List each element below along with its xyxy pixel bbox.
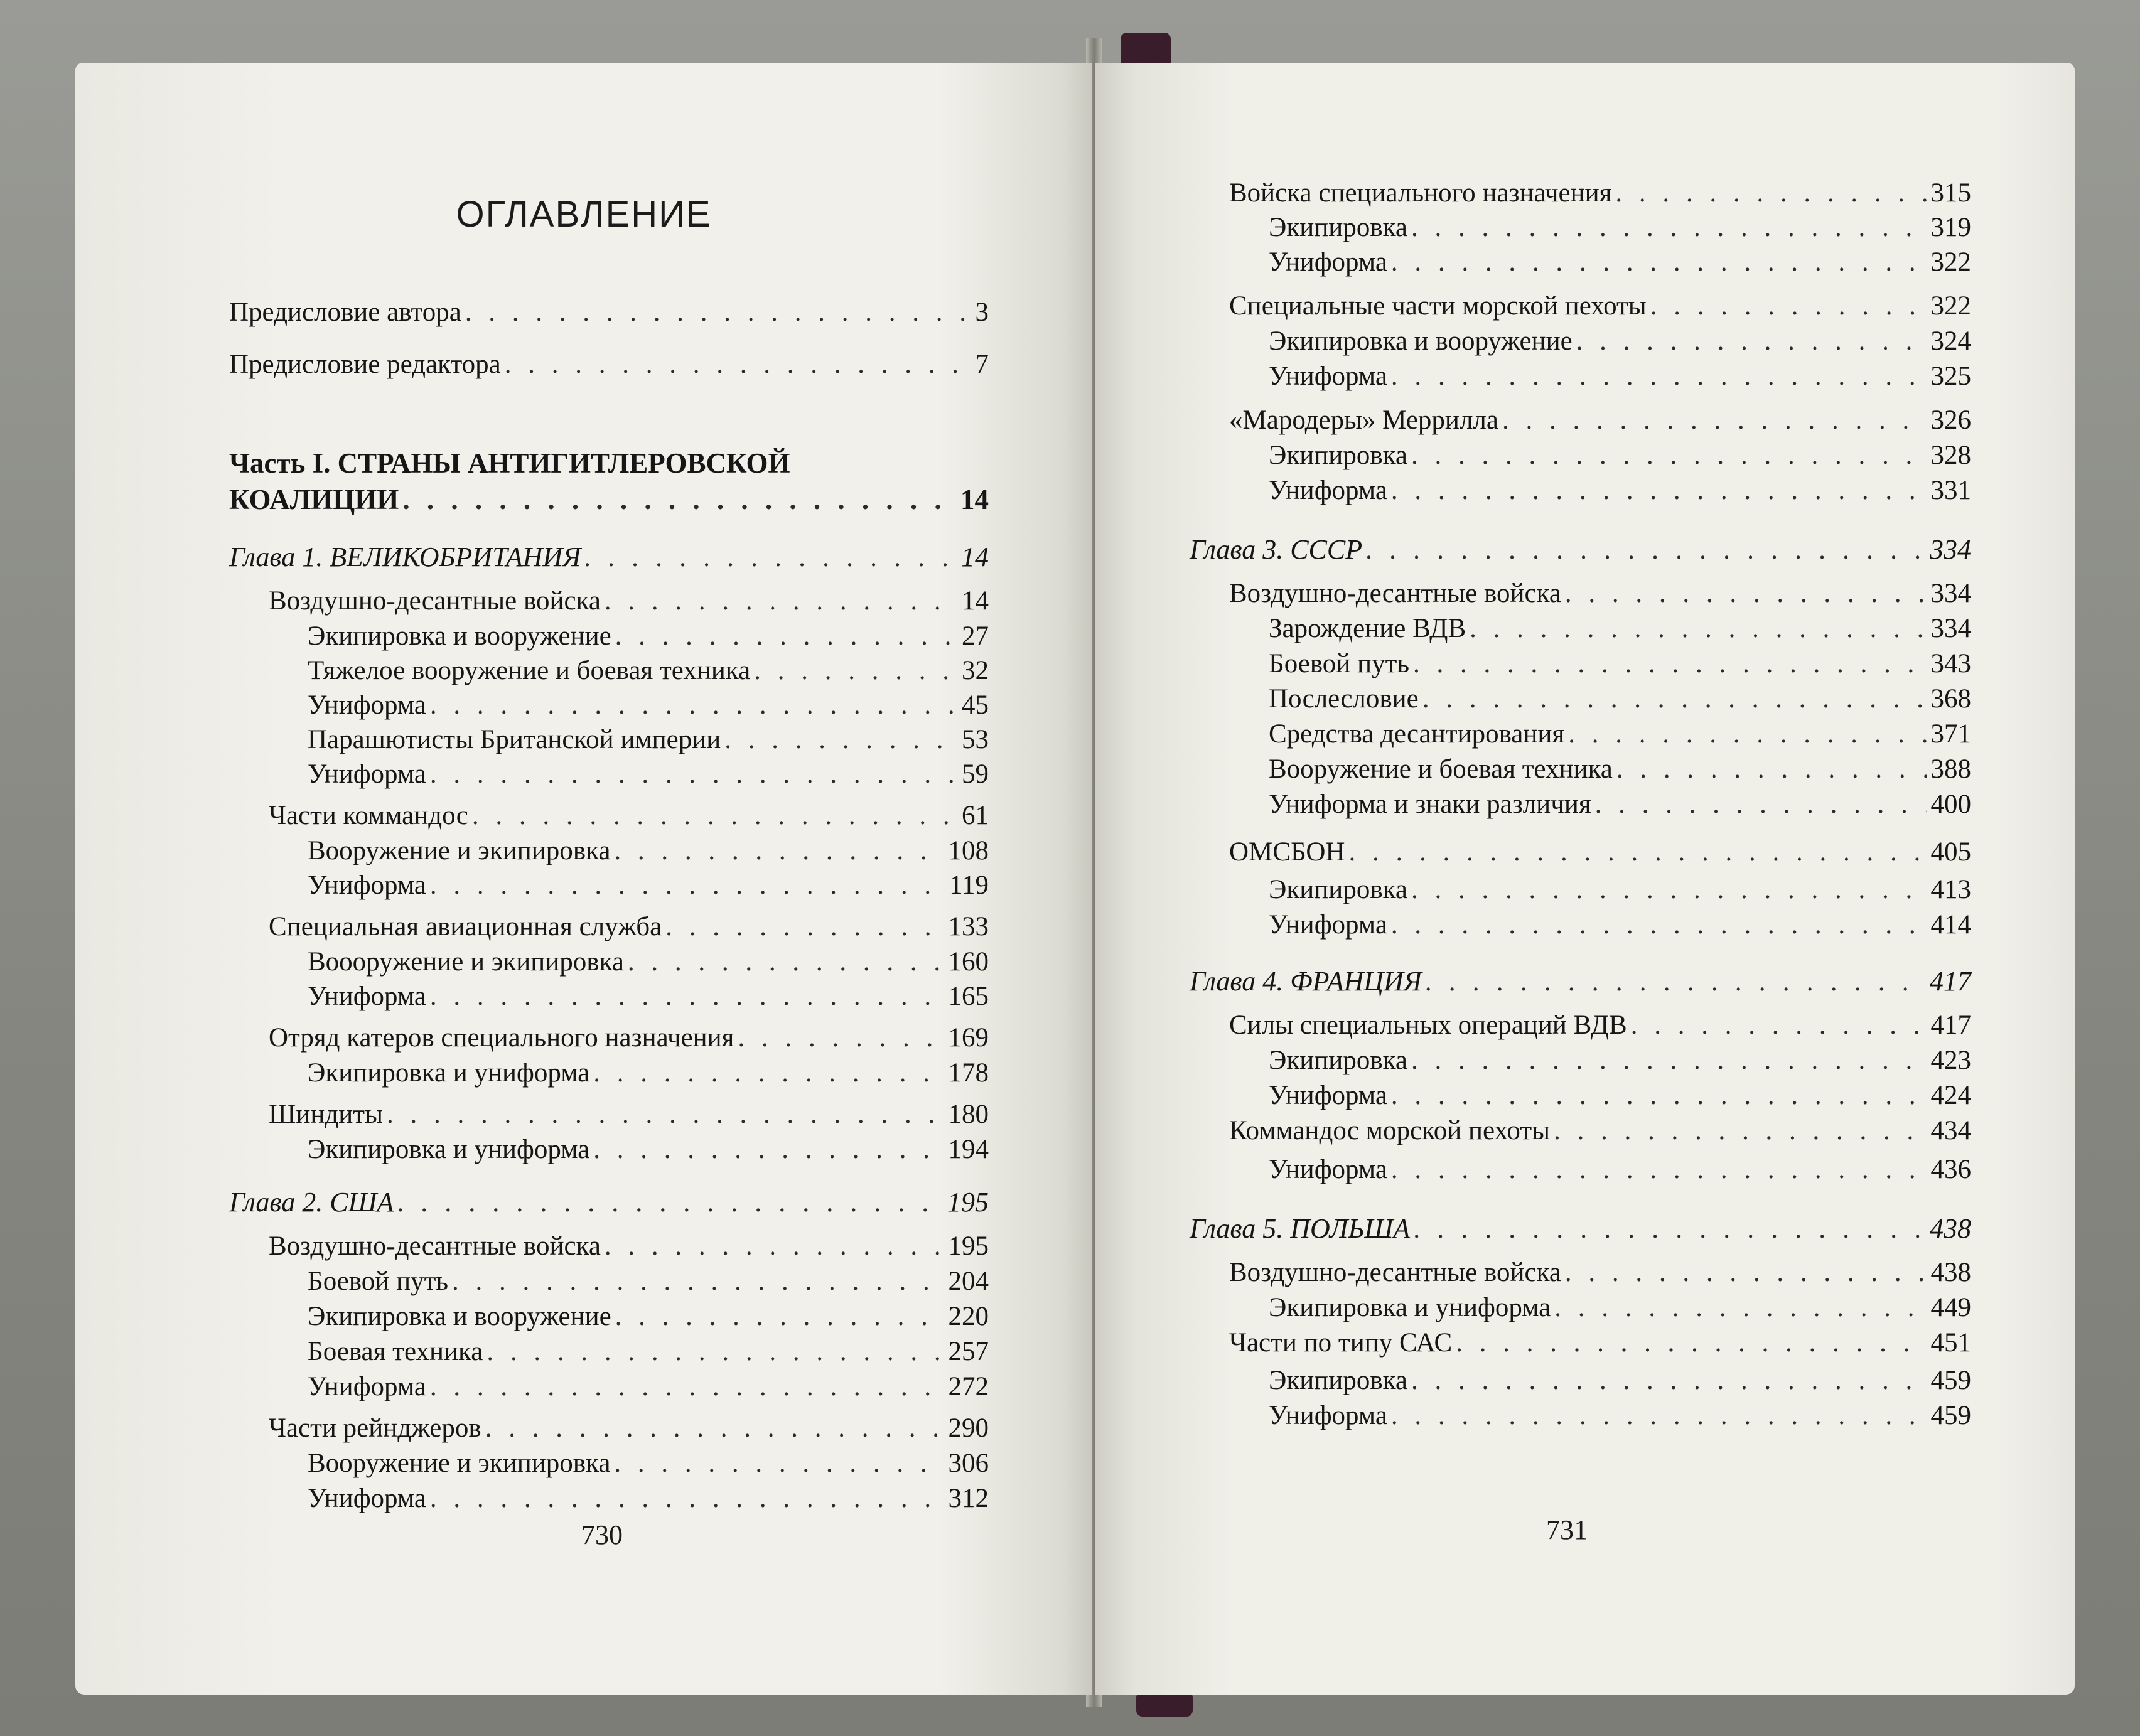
dot-leader xyxy=(1391,1152,1927,1187)
toc-entry-title: Униформа xyxy=(1269,247,1387,277)
right-toc-entry xyxy=(1269,646,1971,682)
left-toc-entry xyxy=(308,1481,989,1516)
toc-entry-title: Экипировка и униформа xyxy=(1269,1293,1551,1322)
toc-entry-title: Боевой путь xyxy=(1269,649,1409,678)
toc-entry-title: Средства десантирования xyxy=(1269,719,1565,749)
left-toc-entry xyxy=(308,833,989,869)
left-toc-entry xyxy=(269,1021,989,1056)
dot-leader xyxy=(1576,324,1927,359)
right-toc-entry xyxy=(1269,1363,1971,1398)
toc-entry-title: Зарождение ВДВ xyxy=(1269,614,1466,643)
toc-entry-page-number: 180 xyxy=(948,1100,989,1129)
toc-entry-title: Боевой путь xyxy=(308,1267,448,1296)
right-toc-entry xyxy=(1229,835,1971,870)
toc-entry-page-number: 204 xyxy=(948,1267,989,1296)
dot-leader xyxy=(614,1446,944,1481)
dot-leader xyxy=(387,1097,945,1132)
toc-entry-title: Униформа xyxy=(1269,1155,1387,1184)
toc-entry-title: Шиндиты xyxy=(269,1100,383,1129)
right-toc-entry xyxy=(1269,1043,1971,1078)
dot-leader xyxy=(1615,176,1927,211)
dot-leader xyxy=(1422,682,1927,717)
toc-entry-title: Униформа xyxy=(1269,1081,1387,1110)
toc-entry-page-number: 334 xyxy=(1930,534,1971,565)
toc-entry-page-number: 434 xyxy=(1930,1116,1971,1145)
toc-entry-title: Отряд катеров специального назначения xyxy=(269,1023,734,1053)
toc-entry-title: Униформа xyxy=(308,871,426,900)
toc-entry-page-number: 325 xyxy=(1930,362,1971,391)
dot-leader xyxy=(430,1481,945,1516)
right-toc-entry xyxy=(1269,752,1971,787)
dot-leader xyxy=(1565,576,1927,611)
toc-entry-title: Предисловие редактора xyxy=(229,350,501,379)
toc-entry-title: Экипировка и униформа xyxy=(308,1135,590,1164)
toc-entry-page-number: 417 xyxy=(1930,1010,1971,1040)
toc-entry-title: Униформа xyxy=(1269,1401,1387,1430)
toc-entry-title: КОАЛИЦИИ xyxy=(229,484,399,515)
dot-leader xyxy=(430,1369,945,1405)
toc-entry-page-number: 326 xyxy=(1930,405,1971,435)
dot-leader xyxy=(397,1185,944,1220)
toc-entry-page-number: 322 xyxy=(1930,247,1971,277)
right-toc-entry xyxy=(1269,359,1971,394)
toc-entry-title: Экипировка и вооружение xyxy=(308,1302,611,1331)
toc-entry-title: Коммандос морской пехоты xyxy=(1229,1116,1551,1145)
right-toc-entry xyxy=(1269,324,1971,359)
left-toc-entry xyxy=(229,540,989,575)
left-toc-entry xyxy=(308,1056,989,1091)
dot-leader xyxy=(615,1299,945,1334)
dot-leader xyxy=(605,1229,945,1264)
dot-leader xyxy=(1502,403,1927,438)
toc-entry-page-number: 195 xyxy=(947,1187,989,1218)
toc-entry-page-number: 45 xyxy=(962,690,989,720)
left-toc-entry xyxy=(229,482,989,517)
dot-leader xyxy=(1411,438,1927,473)
dot-leader xyxy=(430,757,958,792)
toc-entry-title: Униформа xyxy=(308,759,426,789)
dot-leader xyxy=(738,1021,944,1056)
toc-entry-page-number: 334 xyxy=(1930,579,1971,608)
toc-entry-title: Униформа и знаки различия xyxy=(1269,790,1591,819)
dot-leader xyxy=(1391,245,1927,280)
toc-entry-title: Части рейнджеров xyxy=(269,1413,481,1443)
left-toc-entry xyxy=(269,909,989,945)
toc-entry-page-number: 169 xyxy=(948,1023,989,1053)
toc-entry-page-number: 331 xyxy=(1930,476,1971,505)
dot-leader xyxy=(584,540,957,575)
right-page-number: 731 xyxy=(1546,1514,1588,1545)
toc-entry-title: Экипировка xyxy=(1269,1366,1407,1395)
left-toc-entry xyxy=(269,798,989,833)
left-toc-entry xyxy=(308,688,989,723)
toc-entry-page-number: 334 xyxy=(1930,614,1971,643)
dot-leader xyxy=(1456,1326,1927,1361)
toc-entry-page-number: 59 xyxy=(962,759,989,789)
toc-entry-page-number: 414 xyxy=(1930,910,1971,940)
toc-entry-title: Глава 2. США xyxy=(229,1187,394,1218)
toc-entry-page-number: 133 xyxy=(948,912,989,941)
toc-entry-title: Униформа xyxy=(308,690,426,720)
dot-leader xyxy=(430,688,958,723)
dot-leader xyxy=(505,347,972,382)
toc-entry-page-number: 312 xyxy=(948,1484,989,1513)
dot-leader xyxy=(665,909,944,945)
left-toc-entry xyxy=(308,1446,989,1481)
dot-leader xyxy=(1426,964,1926,999)
toc-entry-title: Экипировка и униформа xyxy=(308,1058,590,1088)
dot-leader xyxy=(605,584,958,619)
toc-entry-title: Воздушно-десантные войска xyxy=(1229,1258,1561,1287)
right-toc-entry xyxy=(1229,1113,1971,1149)
toc-entry-title: Воздушно-десантные войска xyxy=(269,1231,601,1261)
toc-entry-title: Специальные части морской пехоты xyxy=(1229,291,1647,321)
book-cover-bottom xyxy=(1136,1691,1193,1717)
left-toc-entry xyxy=(308,868,989,903)
toc-entry-title: Тяжелое вооружение и боевая техника xyxy=(308,656,751,685)
left-toc-entry xyxy=(229,1185,989,1220)
toc-entry-page-number: 438 xyxy=(1930,1213,1971,1244)
toc-entry-title: Части по типу САС xyxy=(1229,1328,1453,1358)
toc-entry-page-number: 436 xyxy=(1930,1155,1971,1184)
dot-leader xyxy=(1414,1211,1926,1246)
right-toc-entry xyxy=(1269,1290,1971,1326)
left-toc-entry xyxy=(269,584,989,619)
toc-entry-title: Униформа xyxy=(1269,476,1387,505)
right-toc-entry xyxy=(1269,717,1971,752)
toc-entry-title: Экипировка xyxy=(1269,441,1407,470)
right-toc-entry xyxy=(1269,682,1971,717)
left-toc-entry xyxy=(308,979,989,1014)
toc-entry-page-number: 371 xyxy=(1930,719,1971,749)
right-toc-entry xyxy=(1190,1211,1971,1246)
right-toc-entry xyxy=(1269,473,1971,508)
toc-entry-title: Парашютисты Британской империи xyxy=(308,725,721,754)
toc-entry-title: Специальная авиационная служба xyxy=(269,912,662,941)
toc-entry-page-number: 220 xyxy=(948,1302,989,1331)
dot-leader xyxy=(465,295,972,330)
toc-entry-page-number: 194 xyxy=(948,1135,989,1164)
toc-entry-title: Глава 1. ВЕЛИКОБРИТАНИЯ xyxy=(229,542,581,572)
dot-leader xyxy=(1616,752,1927,787)
dot-leader xyxy=(1568,717,1927,752)
toc-entry-page-number: 160 xyxy=(948,947,989,977)
dot-leader xyxy=(1411,1363,1927,1398)
dot-leader xyxy=(615,619,958,654)
toc-entry-title: Послесловие xyxy=(1269,684,1419,714)
toc-entry-title: Униформа xyxy=(308,1484,426,1513)
toc-entry-page-number: 257 xyxy=(948,1337,989,1366)
left-page xyxy=(75,63,1092,1695)
toc-entry-page-number: 343 xyxy=(1930,649,1971,678)
toc-entry-page-number: 368 xyxy=(1930,684,1971,714)
right-toc-entry xyxy=(1269,872,1971,908)
right-toc-entry xyxy=(1269,1398,1971,1433)
dot-leader xyxy=(1391,1078,1927,1113)
left-toc-entry xyxy=(308,757,989,792)
right-toc-list xyxy=(1095,63,2075,1695)
toc-entry-title: Предисловие автора xyxy=(229,297,461,327)
toc-entry-page-number: 14 xyxy=(962,586,989,616)
left-toc-entry xyxy=(308,653,989,689)
dot-leader xyxy=(1366,532,1926,567)
toc-entry-page-number: 53 xyxy=(962,725,989,754)
left-toc-entry xyxy=(269,1229,989,1264)
right-page xyxy=(1095,63,2075,1695)
toc-entry-page-number: 388 xyxy=(1930,754,1971,784)
toc-entry-page-number: 3 xyxy=(975,297,989,327)
toc-entry-title: Вооружение и экипировка xyxy=(308,836,611,865)
dot-leader xyxy=(485,1411,945,1446)
toc-entry-page-number: 315 xyxy=(1930,178,1971,208)
dot-leader xyxy=(402,482,957,517)
left-part-heading-line1: Часть I. СТРАНЫ АНТИГИТЛЕРОВСКОЙ xyxy=(229,447,790,479)
dot-leader xyxy=(1413,646,1927,682)
toc-entry-title: ОМСБОН xyxy=(1229,837,1345,867)
right-toc-entry xyxy=(1229,289,1971,324)
dot-leader xyxy=(614,833,944,869)
toc-entry-title: Воздушно-десантные войска xyxy=(269,586,601,616)
toc-entry-page-number: 32 xyxy=(962,656,989,685)
toc-entry-page-number: 178 xyxy=(948,1058,989,1088)
toc-entry-page-number: 14 xyxy=(960,484,989,515)
dot-leader xyxy=(1391,1398,1927,1433)
dot-leader xyxy=(1470,611,1927,646)
dot-leader xyxy=(1348,835,1927,870)
dot-leader xyxy=(487,1334,944,1369)
left-toc-entry xyxy=(308,1132,989,1167)
dot-leader xyxy=(1565,1255,1927,1290)
toc-entry-title: Униформа xyxy=(1269,910,1387,940)
left-toc-entry xyxy=(308,1264,989,1299)
right-toc-entry xyxy=(1269,438,1971,473)
toc-entry-title: Экипировка и вооружение xyxy=(308,621,611,651)
toc-entry-page-number: 459 xyxy=(1930,1401,1971,1430)
toc-entry-page-number: 272 xyxy=(948,1372,989,1401)
toc-entry-page-number: 449 xyxy=(1930,1293,1971,1322)
toc-entry-title: Воздушно-десантные войска xyxy=(1229,579,1561,608)
left-toc-entry xyxy=(308,1334,989,1369)
toc-entry-page-number: 459 xyxy=(1930,1366,1971,1395)
left-toc-entry xyxy=(308,1299,989,1334)
toc-entry-title: Войска специального назначения xyxy=(1229,178,1612,208)
dot-leader xyxy=(430,979,945,1014)
toc-entry-title: Вооружение и боевая техника xyxy=(1269,754,1613,784)
toc-entry-page-number: 319 xyxy=(1930,213,1971,242)
dot-leader xyxy=(1650,289,1927,324)
right-toc-entry xyxy=(1269,611,1971,646)
dot-leader xyxy=(593,1132,944,1167)
dot-leader xyxy=(452,1264,945,1299)
toc-entry-title: Воооружение и экипировка xyxy=(308,947,624,977)
dot-leader xyxy=(1391,473,1927,508)
toc-entry-title: Экипировка и вооружение xyxy=(1269,326,1573,356)
right-toc-entry xyxy=(1229,576,1971,611)
dot-leader xyxy=(1595,787,1927,822)
left-toc-entry xyxy=(308,619,989,654)
toc-entry-title: Части коммандос xyxy=(269,801,468,830)
toc-entry-page-number: 405 xyxy=(1930,837,1971,867)
toc-entry-page-number: 423 xyxy=(1930,1046,1971,1075)
toc-entry-title: Униформа xyxy=(308,1372,426,1401)
dot-leader xyxy=(1391,908,1927,943)
toc-entry-page-number: 195 xyxy=(948,1231,989,1261)
dot-leader xyxy=(1411,1043,1927,1078)
toc-entry-title: Глава 5. ПОЛЬША xyxy=(1190,1213,1411,1244)
right-toc-entry xyxy=(1269,787,1971,822)
dot-leader xyxy=(1631,1008,1927,1043)
right-toc-entry xyxy=(1229,1326,1971,1361)
toc-entry-title: Вооружение и экипировка xyxy=(308,1449,611,1478)
toc-title: ОГЛАВЛЕНИЕ xyxy=(456,194,712,235)
right-toc-entry xyxy=(1190,532,1971,567)
toc-entry-title: Униформа xyxy=(1269,362,1387,391)
dot-leader xyxy=(1411,210,1927,245)
dot-leader xyxy=(472,798,958,833)
toc-entry-page-number: 119 xyxy=(949,871,989,900)
right-toc-entry xyxy=(1229,1255,1971,1290)
dot-leader xyxy=(1411,872,1927,908)
right-toc-entry xyxy=(1229,1008,1971,1043)
left-toc-entry xyxy=(308,1369,989,1405)
toc-entry-page-number: 417 xyxy=(1930,966,1971,997)
right-toc-entry xyxy=(1269,1152,1971,1187)
toc-entry-page-number: 451 xyxy=(1930,1328,1971,1358)
right-toc-entry xyxy=(1229,403,1971,438)
toc-entry-page-number: 322 xyxy=(1930,291,1971,321)
right-toc-entry xyxy=(1269,1078,1971,1113)
toc-entry-page-number: 14 xyxy=(961,542,989,572)
toc-entry-page-number: 108 xyxy=(948,836,989,865)
toc-entry-page-number: 7 xyxy=(975,350,989,379)
dot-leader xyxy=(1391,359,1927,394)
toc-entry-title: Униформа xyxy=(308,982,426,1011)
dot-leader xyxy=(754,653,958,689)
toc-entry-title: Экипировка xyxy=(1269,1046,1407,1075)
right-toc-entry xyxy=(1190,964,1971,999)
toc-entry-page-number: 290 xyxy=(948,1413,989,1443)
left-toc-entry xyxy=(269,1097,989,1132)
right-toc-entry xyxy=(1269,245,1971,280)
left-toc-entry xyxy=(269,1411,989,1446)
toc-entry-title: Глава 4. ФРАНЦИЯ xyxy=(1190,966,1422,997)
right-toc-entry xyxy=(1269,210,1971,245)
toc-entry-title: Экипировка xyxy=(1269,875,1407,904)
toc-entry-title: Силы специальных операций ВДВ xyxy=(1229,1010,1627,1040)
toc-entry-page-number: 424 xyxy=(1930,1081,1971,1110)
toc-entry-page-number: 324 xyxy=(1930,326,1971,356)
left-toc-entry xyxy=(229,347,989,382)
toc-entry-page-number: 61 xyxy=(962,801,989,830)
toc-entry-title: Боевая техника xyxy=(308,1337,483,1366)
dot-leader xyxy=(628,945,945,980)
toc-entry-page-number: 438 xyxy=(1930,1258,1971,1287)
left-toc-entry xyxy=(308,945,989,980)
left-toc-entry xyxy=(229,295,989,330)
dot-leader xyxy=(430,868,945,903)
right-toc-entry xyxy=(1269,908,1971,943)
toc-entry-page-number: 165 xyxy=(948,982,989,1011)
dot-leader xyxy=(593,1056,944,1091)
toc-entry-page-number: 400 xyxy=(1930,790,1971,819)
toc-entry-title: Глава 3. СССР xyxy=(1190,534,1363,565)
dot-leader xyxy=(724,722,958,758)
left-page-number: 730 xyxy=(581,1519,623,1550)
toc-entry-title: Экипировка xyxy=(1269,213,1407,242)
left-toc-entry xyxy=(308,722,989,758)
toc-entry-page-number: 413 xyxy=(1930,875,1971,904)
dot-leader xyxy=(1554,1290,1927,1326)
toc-entry-page-number: 328 xyxy=(1930,441,1971,470)
toc-entry-title: «Мародеры» Меррилла xyxy=(1229,405,1498,435)
dot-leader xyxy=(1554,1113,1927,1149)
right-toc-entry xyxy=(1229,176,1971,211)
toc-entry-page-number: 306 xyxy=(948,1449,989,1478)
toc-entry-page-number: 27 xyxy=(962,621,989,651)
left-toc-list xyxy=(75,63,1092,1695)
